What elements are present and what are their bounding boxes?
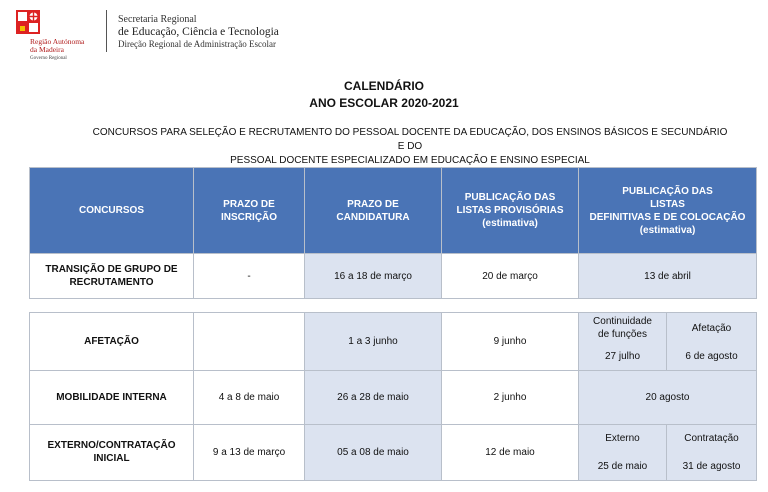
col-listas-definitivas <box>579 168 757 254</box>
calendar-table-body <box>29 312 757 481</box>
col-prazo-inscricao-line1: PRAZO DE <box>223 198 275 210</box>
col-prov-line3: (estimativa) <box>482 218 538 229</box>
table-row <box>30 254 757 299</box>
row-afetacao-def-label-a <box>579 313 667 344</box>
row-afetacao-def-label-b: Afetação <box>667 313 757 344</box>
document-year: ANO ESCOLAR 2020-2021 <box>309 96 459 110</box>
subtitle-line-2: PESSOAL DOCENTE ESPECIALIZADO EM EDUCAÇÃO E ENSINO ESPECIAL <box>230 155 590 166</box>
col-prazo-inscricao <box>194 168 305 254</box>
region-logo <box>14 8 106 61</box>
logo-line-2: da Madeira <box>30 45 64 54</box>
row-afetacao-def-value-b: 6 de agosto <box>667 343 757 370</box>
org-line-1: Secretaria Regional <box>118 14 197 25</box>
calendar-table-header <box>29 167 757 299</box>
afetacao-label-a-line1: Continuidade <box>593 316 652 327</box>
row-transicao-candidatura: 16 a 18 de março <box>305 254 442 299</box>
row-afetacao-def-value-a: 27 julho <box>579 343 667 370</box>
subtitle-line-1: CONCURSOS PARA SELEÇÃO E RECRUTAMENTO DO PESSOAL DOCENTE DA EDUCAÇÃO, DOS ENSINOS BÁSICOS E SECUNDÁRIO E DO <box>92 127 728 152</box>
row-afetacao-candidatura: 1 a 3 junho <box>305 313 442 371</box>
row-transicao-name <box>30 254 194 299</box>
row-externo-candidatura: 05 a 08 de maio <box>305 424 442 480</box>
row-afetacao-inscricao <box>194 313 305 371</box>
row-mobilidade-inscricao: 4 a 8 de maio <box>194 370 305 424</box>
organization-name <box>118 14 279 50</box>
row-afetacao-name: AFETAÇÃO <box>30 313 194 371</box>
afetacao-label-a-line2: de funções <box>598 329 647 340</box>
org-line-2: de Educação, Ciência e Tecnologia <box>118 26 279 38</box>
coat-of-arms-icon <box>14 8 42 36</box>
row-externo-name-line1: EXTERNO/CONTRATAÇÃO <box>47 440 176 451</box>
row-externo-name <box>30 424 194 480</box>
row-mobilidade-definitivas: 20 agosto <box>579 370 757 424</box>
row-externo-inscricao: 9 a 13 de março <box>194 424 305 480</box>
row-mobilidade-candidatura: 26 a 28 de maio <box>305 370 442 424</box>
col-def-line4: (estimativa) <box>639 224 696 236</box>
table-row <box>30 370 757 424</box>
row-externo-def-label-b: Contratação <box>667 424 757 453</box>
row-mobilidade-name: MOBILIDADE INTERNA <box>30 370 194 424</box>
col-prov-line2: LISTAS PROVISÓRIAS <box>456 205 564 216</box>
col-prazo-candidatura-line1: PRAZO DE <box>347 198 399 210</box>
row-externo-provisorias: 12 de maio <box>442 424 579 480</box>
row-externo-name-line2: INICIAL <box>93 453 130 464</box>
row-externo-def-value-b: 31 de agosto <box>667 453 757 481</box>
row-mobilidade-provisorias: 2 junho <box>442 370 579 424</box>
col-def-line2: LISTAS <box>650 198 685 210</box>
document-subtitle <box>90 126 730 168</box>
col-listas-provisorias <box>442 168 579 254</box>
row-externo-def-label-a: Externo <box>579 424 667 453</box>
col-prov-line1: PUBLICAÇÃO DAS <box>464 192 556 203</box>
document-title: CALENDÁRIO <box>344 79 424 93</box>
row-afetacao-provisorias: 9 junho <box>442 313 579 371</box>
logo-line-3: Governo Regional <box>30 56 67 61</box>
row-transicao-name-line1: TRANSIÇÃO DE GRUPO DE <box>45 264 178 275</box>
header-divider <box>106 10 107 52</box>
table-header-row <box>30 168 757 254</box>
col-def-line1: PUBLICAÇÃO DAS <box>622 185 713 197</box>
logo-line-1: Região Autónoma <box>30 37 85 46</box>
col-concursos <box>30 168 194 254</box>
col-prazo-inscricao-line2: INSCRIÇÃO <box>220 211 278 223</box>
table-row <box>30 313 757 344</box>
col-concursos-label: CONCURSOS <box>78 205 144 216</box>
col-prazo-candidatura-line2: CANDIDATURA <box>336 211 410 223</box>
logo-caption <box>30 38 84 63</box>
row-transicao-inscricao: - <box>194 254 305 299</box>
row-externo-def-value-a: 25 de maio <box>579 453 667 481</box>
row-transicao-name-line2: RECRUTAMENTO <box>69 277 154 288</box>
table-row <box>30 424 757 453</box>
col-def-line3: DEFINITIVAS E DE COLOCAÇÃO <box>589 211 746 223</box>
org-line-3: Direção Regional de Administração Escolar <box>118 39 276 49</box>
col-prazo-candidatura <box>305 168 442 254</box>
row-transicao-provisorias: 20 de março <box>442 254 579 299</box>
row-transicao-definitivas: 13 de abril <box>579 254 757 299</box>
